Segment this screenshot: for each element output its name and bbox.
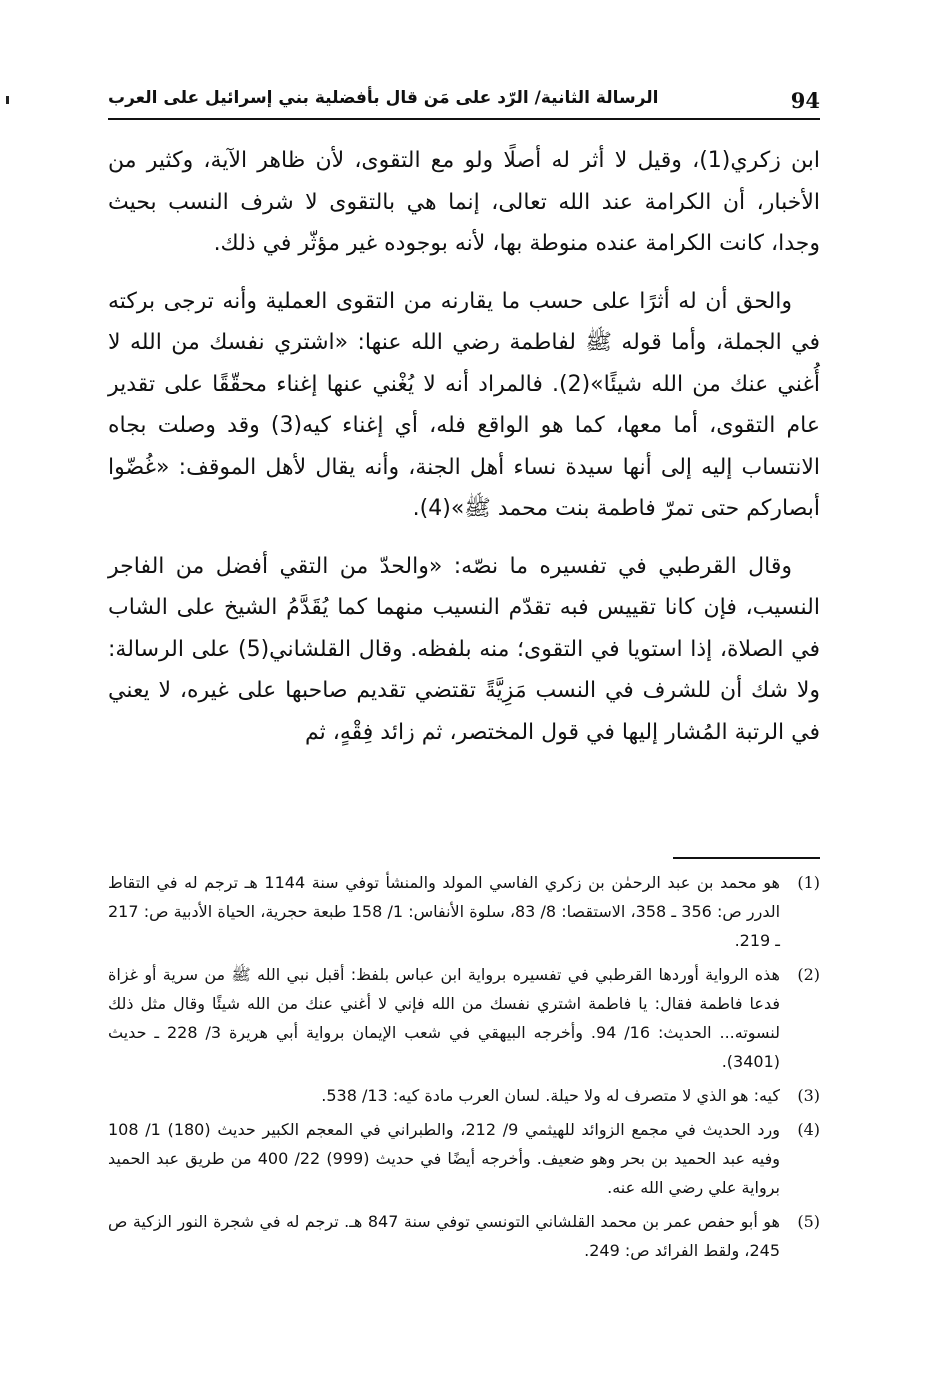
footnote-number: (4) [797, 1120, 820, 1139]
header-rule [108, 118, 820, 120]
footnote-text: هو أبو حفص عمر بن محمد القلشاني التونسي توفي سنة 847 هـ. ترجم له في شجرة النور الزكية ص 245، ولقط الفرائد ص: 249. [108, 1212, 780, 1260]
paragraph-3: وقال القرطبي في تفسيره ما نصّه: «والحدّ من التقي أفضل من الفاجر النسيب، فإن كانا تقييس فبه تقدّم النسيب منهما كما يُقَدَّمُ الشيخ على الشاب في الصلاة، إذا استويا في التقوى؛ منه بلفظه. وقال القلشاني(5) على الرسالة: ولا شك أن للشرف في النسب مَزِيَّةً تقتضي تقديم صاحبها على غيره، لا يعني في الرتبة المُشار إليها في قول المختصر، ثم زائد فِقْهٍ، ثم [108, 553, 820, 745]
footnote-number: (2) [797, 965, 820, 984]
footnote-3 [108, 1081, 820, 1110]
footnote-2 [108, 960, 820, 1076]
footnote-number: (1) [797, 873, 820, 892]
main-text [108, 140, 820, 769]
paragraph-1: ابن زكري(1)، وقيل لا أثر له أصلًا ولو مع التقوى، لأن ظاهر الآية، وكثير من الأخبار، أن الكرامة عند الله تعالى، إنما هي بالتقوى لا شرف النسب بحيث وجدا، كانت الكرامة عنده منوطة بها، لأنه بوجوده غير مؤثّر في ذلك. [108, 148, 820, 256]
footnote-1 [108, 868, 820, 955]
footnote-text: ورد الحديث في مجمع الزوائد للهيثمي 9/ 212، والطبراني في المعجم الكبير حديث (180) 1/ 108 وفيه عبد الحميد بن بحر وهو ضعيف. وأخرجه أيضًا في حديث (999) 22/ 400 من طريق عبد الحميد برواية علي رضي الله عنه. [108, 1120, 781, 1197]
footnotes [108, 868, 820, 1270]
page-header [108, 80, 820, 118]
footnote-text: هو محمد بن عبد الرحمٰن بن زكري الفاسي المولد والمنشأ توفي سنة 1144 هـ ترجم له في التقاط الدرر ص: 356 ـ 358، الاستقصا: 8/ 83، سلوة الأنفاس: 1/ 158 طبعة حجرية، الحياة الأدبية ص: 217 ـ 219. [108, 873, 781, 950]
footnote-text: كيه: هو الذي لا متصرف له ولا حيلة. لسان العرب مادة كيه: 13/ 538. [321, 1086, 780, 1105]
page-number: 94 [790, 88, 820, 113]
footnote-5 [108, 1207, 820, 1265]
footnote-number: (3) [797, 1086, 820, 1105]
footnote-number: (5) [797, 1212, 820, 1231]
running-title: الرسالة الثانية/ الرّد على مَن قال بأفضلية بني إسرائيل على العرب [108, 88, 659, 108]
footnote-4 [108, 1115, 820, 1202]
footnote-separator [673, 857, 820, 859]
footnote-text: هذه الرواية أوردها القرطبي في تفسيره برواية ابن عباس بلفظ: أقبل نبي الله ﷺ من سرية أو غزاة فدعا فاطمة فقال: يا فاطمة اشتري نفسك من الله فإني لا أغني عنك من الله شيئًا وقال مثل ذلك لنسوته... الحديث: 16/ 94. وأخرجه البيهقي في شعب الإيمان برواية أبي هريرة 3/ 228 ـ حديث (3401). [108, 965, 781, 1071]
scan-margin-mark [6, 96, 9, 104]
paragraph-2: والحق أن له أثرًا على حسب ما يقارنه من التقوى العملية وأنه ترجى بركته في الجملة، وأما قوله ﷺ لفاطمة رضي الله عنها: «اشتري نفسك من الله لا أُغني عنك من الله شيئًا»(2). فالمراد أنه لا يُغْني عنها إغناء محقّقًا على تقدير عام التقوى، أما معها، كما هو الواقع فله، أي إغناء كيه(3) وقد وصلت بجاه الانتساب إليه إلى أنها سيدة نساء أهل الجنة، وأنه يقال لأهل الموقف: «غُضّوا أبصاركم حتى تمرّ فاطمة بنت محمد ﷺ»(4). [108, 288, 821, 521]
